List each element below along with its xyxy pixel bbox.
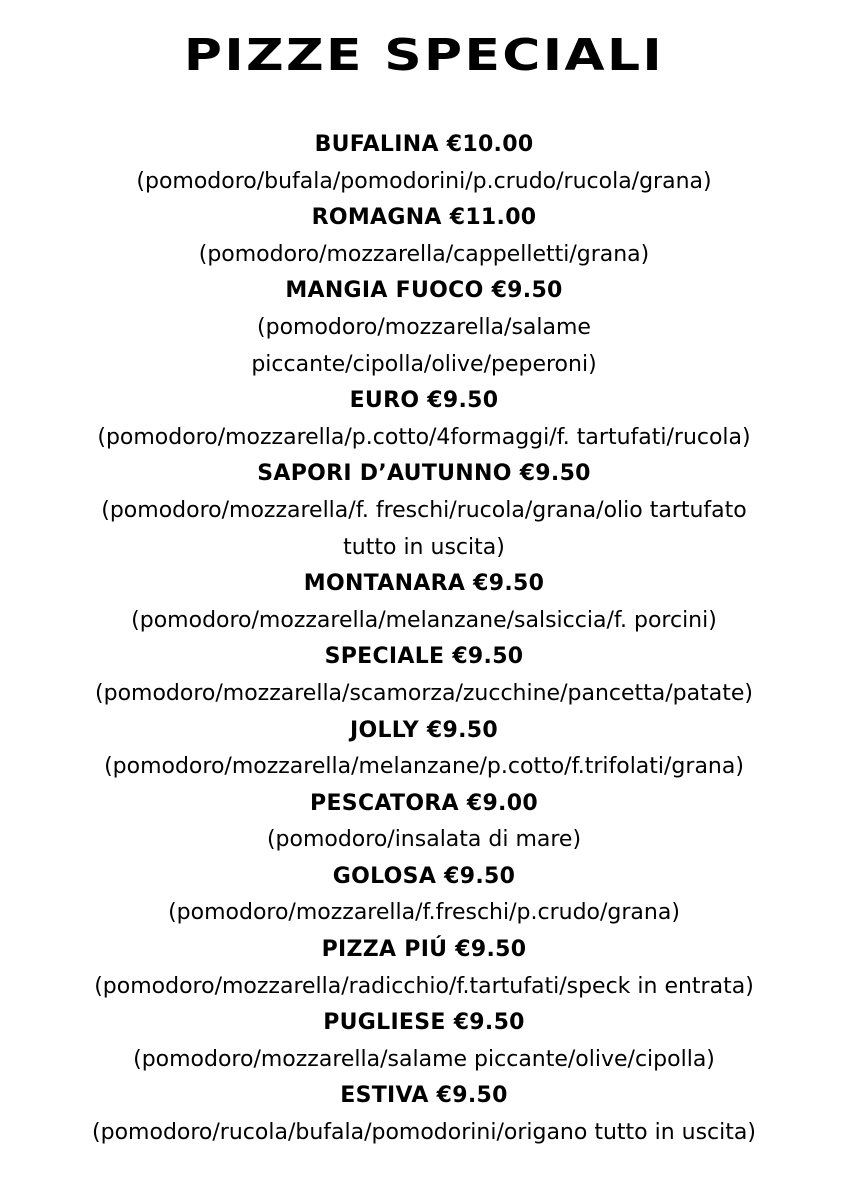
menu-item-name: PESCATORA €9.00	[310, 790, 538, 816]
menu-item-speciale	[0, 639, 848, 712]
menu-item-estiva	[0, 1078, 848, 1151]
menu-item-ingredients: (pomodoro/mozzarella/salame piccante/olive/cipolla)	[133, 1046, 715, 1072]
menu-item-ingredients: (pomodoro/mozzarella/f. freschi/rucola/grana/olio tartufato tutto in uscita)	[101, 497, 747, 560]
menu-item-pescatora	[0, 786, 848, 859]
pizza-menu-list	[0, 127, 848, 1152]
menu-item-jolly	[0, 713, 848, 786]
menu-item-pizza-piu	[0, 932, 848, 1005]
menu-item-golosa	[0, 859, 848, 932]
menu-item-name: SPECIALE €9.50	[324, 644, 524, 670]
menu-item-name: MANGIA FUOCO €9.50	[285, 278, 563, 304]
menu-item-name: PUGLIESE €9.50	[323, 1010, 525, 1036]
menu-item-ingredients: (pomodoro/rucola/bufala/pomodorini/origano tutto in uscita)	[92, 1120, 756, 1146]
menu-item-name: PIZZA PIÚ €9.50	[321, 937, 527, 963]
menu-item-ingredients: (pomodoro/mozzarella/melanzane/salsiccia/f. porcini)	[131, 607, 717, 633]
menu-item-ingredients: (pomodoro/mozzarella/cappelletti/grana)	[198, 241, 650, 267]
menu-item-ingredients: (pomodoro/mozzarella/p.cotto/4formaggi/f. tartufati/rucola)	[97, 424, 751, 450]
menu-item-name: GOLOSA €9.50	[332, 863, 516, 889]
menu-item-name: SAPORI D’AUTUNNO €9.50	[257, 461, 591, 487]
menu-item-bufalina	[0, 127, 848, 200]
menu-item-ingredients: (pomodoro/bufala/pomodorini/p.crudo/rucola/grana)	[136, 168, 712, 194]
menu-item-mangia-fuoco	[0, 273, 848, 383]
menu-item-pugliese	[0, 1005, 848, 1078]
menu-item-ingredients: (pomodoro/mozzarella/salame piccante/cipolla/olive/peperoni)	[251, 314, 597, 377]
menu-item-name: EURO €9.50	[349, 388, 499, 414]
menu-item-ingredients: (pomodoro/mozzarella/radicchio/f.tartufati/speck in entrata)	[94, 973, 754, 999]
menu-item-romagna	[0, 200, 848, 273]
menu-item-name: BUFALINA €10.00	[314, 132, 534, 157]
menu-item-ingredients: (pomodoro/insalata di mare)	[266, 827, 582, 853]
menu-item-montanara	[0, 566, 848, 639]
menu-item-ingredients: (pomodoro/mozzarella/scamorza/zucchine/pancetta/patate)	[95, 680, 753, 706]
menu-item-ingredients: (pomodoro/mozzarella/melanzane/p.cotto/f.trifolati/grana)	[104, 754, 744, 780]
menu-item-euro	[0, 383, 848, 456]
menu-item-name: ROMAGNA €11.00	[311, 205, 537, 231]
menu-item-name: ESTIVA €9.50	[340, 1083, 508, 1109]
menu-item-sapori-dautunno	[0, 456, 848, 566]
menu-item-name: MONTANARA €9.50	[303, 571, 545, 597]
menu-item-name: JOLLY €9.50	[350, 717, 498, 743]
menu-item-ingredients: (pomodoro/mozzarella/f.freschi/p.crudo/grana)	[168, 900, 680, 926]
page-title: PIZZE SPECIALI	[183, 30, 665, 81]
